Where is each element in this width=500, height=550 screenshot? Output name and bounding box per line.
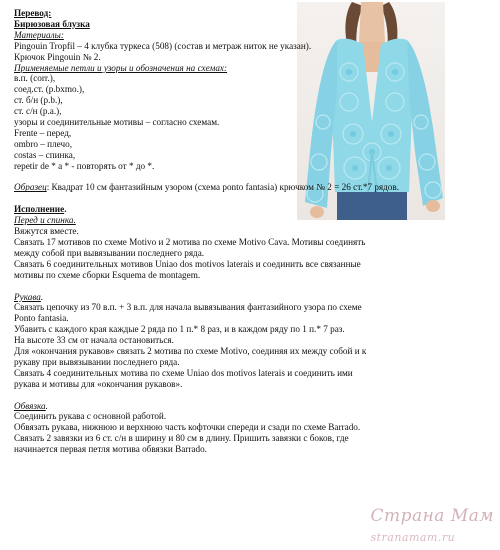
edging-line: Связать 2 завязки из 6 ст. с/н в ширину и 80 см в длину. Пришить завязки с боков, где	[14, 433, 349, 444]
edging-line: Соединить рукава с основной работой.	[14, 411, 167, 422]
site-watermark	[370, 506, 494, 546]
edging-line: начинается первая петля мотива обвязки Barrado.	[14, 444, 207, 455]
legend-label: Применяемые петли и узоры и обозначения на схемах:	[14, 62, 228, 73]
legend-line: costas – спинка,	[14, 149, 76, 160]
legend-line: узоры и соединительные мотивы – согласно схемам.	[14, 117, 220, 128]
sleeve-line: Связать 4 соединительных мотива по схеме Uniao dos motivos laterais и соединить ими	[14, 367, 353, 378]
watermark-brand: Страна Мам	[370, 506, 494, 526]
sleeve-line: Связать цепочку из 70 в.п. + 3 в.п. для начала вывязывания фантазийного узора по схеме	[14, 302, 362, 313]
execution-line: мотивы по схеме сборки Esquema de montagem.	[14, 269, 201, 280]
sleeve-heading: Рукава.	[14, 291, 44, 302]
legend-line: соед.ст. (p.bxmo.),	[14, 84, 85, 95]
edging-label: Обвязка	[14, 400, 46, 411]
legend-line: Frente – перед,	[14, 127, 72, 138]
gauge-text: : Квадрат 10 см фантазийным узором (схема ponto fantasia) крючком № 2 = 26 ст.*7 рядов.	[46, 182, 400, 193]
sleeve-line: Ponto fantasia.	[14, 313, 69, 324]
sleeve-line: рукава и мотивы для «окончания рукавов».	[14, 378, 183, 389]
execution-sublabel: Перед и спинка.	[14, 215, 76, 226]
sleeve-line: Убавить с каждого края каждые 2 ряда по 1 п.* 8 раз, и в каждом ряду по 1 п.* 7 раз.	[14, 324, 345, 335]
legend-line: ombro – плечо,	[14, 138, 73, 149]
legend-line: в.п. (corr.),	[14, 73, 56, 84]
edging-heading: Обвязка.	[14, 400, 48, 411]
translation-heading: Перевод:	[14, 8, 52, 18]
pattern-document	[14, 8, 490, 455]
execution-line: Вяжутся вместе.	[14, 226, 79, 237]
sleeve-label: Рукава	[14, 291, 41, 302]
materials-label: Материалы:	[14, 29, 64, 40]
legend-line: ст. с/н (p.a.),	[14, 106, 62, 117]
legend-line: repetir de * a * - повторять от * до *.	[14, 160, 155, 171]
execution-heading: Исполнение.	[14, 204, 67, 215]
execution-line: Связать 17 мотивов по схеме Motivo и 2 мотива по схеме Motivo Cava. Мотивы соединять	[14, 237, 366, 247]
sleeve-line: Для «окончания рукавов» связать 2 мотива по схеме Motivo, соединяя их между собой и к	[14, 346, 367, 357]
pattern-title: Бирюзовая блузка	[14, 18, 90, 29]
execution-label: Исполнение	[14, 204, 65, 215]
legend-line: ст. б/н (p.b.),	[14, 95, 63, 106]
materials-line: Pingouin Tropfil – 4 клубка туркеса (508) (состав и метраж ниток не указан).	[14, 40, 312, 51]
gauge-label: Образец	[14, 182, 47, 193]
sleeve-line: На высоте 33 см от начала остановиться.	[14, 335, 174, 346]
sleeve-line: рукаву при вывязывании последнего ряда.	[14, 356, 180, 367]
gauge-paragraph	[14, 182, 490, 193]
execution-line: между собой при вывязывании последнего ряда.	[14, 247, 205, 258]
watermark-site: stranamam.ru	[370, 531, 456, 544]
execution-line: Связать 6 соединительных мотивов Uniao dos motivos laterais и соединить все связанные	[14, 258, 361, 269]
materials-line: Крючок Pingouin № 2.	[14, 51, 101, 62]
edging-line: Обвязать рукава, нижнюю и верхнюю часть кофточки спереди и сзади по схеме Barrado.	[14, 422, 361, 433]
